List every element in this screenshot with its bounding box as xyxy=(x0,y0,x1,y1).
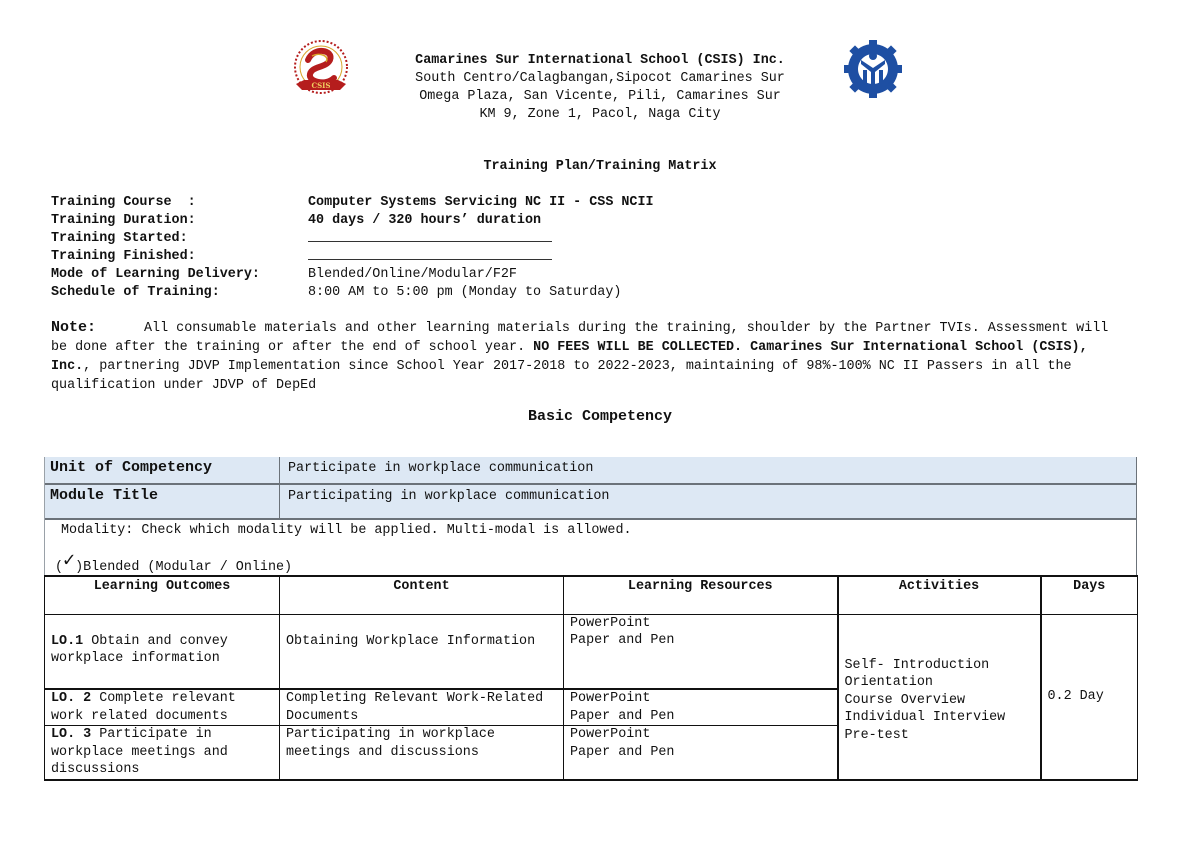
modality-box xyxy=(44,520,1137,576)
started-blank-field[interactable] xyxy=(308,230,552,242)
activity-item: Orientation xyxy=(844,675,933,691)
finished-label: Training Finished: xyxy=(51,249,196,264)
svg-text:CSIS: CSIS xyxy=(311,81,331,90)
lo-cell xyxy=(45,726,280,780)
info-row-course xyxy=(51,194,654,212)
module-label: Module Title xyxy=(45,485,280,518)
competency-table xyxy=(44,575,1138,781)
days-cell: 0.2 Day xyxy=(1041,614,1138,780)
lo-text: Complete relevant work related documents xyxy=(51,691,236,724)
unit-label: Unit of Competency xyxy=(45,457,280,483)
info-row-mode xyxy=(51,266,654,284)
resources-cell xyxy=(564,689,838,726)
duration-value: 40 days / 320 hours’ duration xyxy=(308,213,542,228)
content-cell: Completing Relevant Work-Related Documents xyxy=(280,689,564,726)
lo-number: LO. 3 xyxy=(51,727,92,742)
resource-item: PowerPoint xyxy=(570,691,651,706)
training-info xyxy=(51,194,654,302)
activities-cell xyxy=(838,614,1041,780)
schedule-label: Schedule of Training: xyxy=(51,285,220,300)
lo-cell xyxy=(45,689,280,726)
info-row-schedule xyxy=(51,284,654,302)
resource-item: Paper and Pen xyxy=(570,708,675,724)
started-label: Training Started: xyxy=(51,231,188,246)
address-line-3: KM 9, Zone 1, Pacol, Naga City xyxy=(479,107,721,122)
schedule-value: 8:00 AM to 5:00 pm (Monday to Saturday) xyxy=(308,285,622,300)
tesda-gear-logo xyxy=(842,38,904,100)
header-days: Days xyxy=(1041,576,1138,614)
finished-blank-field[interactable] xyxy=(308,248,552,260)
header-learning-outcomes: Learning Outcomes xyxy=(45,576,280,614)
header-activities: Activities xyxy=(838,576,1041,614)
paren-open: ( xyxy=(55,560,64,575)
duration-label: Training Duration: xyxy=(51,213,196,228)
section-title: Basic Competency xyxy=(527,408,673,425)
school-name: Camarines Sur International School (CSIS) Inc. xyxy=(415,53,785,68)
header-learning-resources: Learning Resources xyxy=(564,576,838,614)
resources-cell xyxy=(564,614,838,689)
header-content: Content xyxy=(280,576,564,614)
table-row xyxy=(45,614,1138,689)
address-line-1: South Centro/Calagbangan,Sipocot Camarines Sur xyxy=(415,71,785,86)
resource-item: Paper and Pen xyxy=(570,744,675,760)
document-title: Training Plan/Training Matrix xyxy=(483,159,717,174)
resources-cell xyxy=(564,726,838,780)
address-line-2: Omega Plaza, San Vicente, Pili, Camarines Sur xyxy=(419,89,781,104)
activity-item: Self- Introduction xyxy=(844,657,990,673)
unit-table xyxy=(44,457,1137,520)
info-row-finished xyxy=(51,248,654,266)
info-row-duration xyxy=(51,212,654,230)
modality-option-label: )Blended (Modular / Online) xyxy=(75,560,293,575)
module-value: Participating in workplace communication xyxy=(288,489,610,504)
content-cell: Obtaining Workplace Information xyxy=(280,614,564,689)
resource-item: PowerPoint xyxy=(570,727,651,742)
course-label: Training Course : xyxy=(51,195,196,210)
lo-number: LO.1 xyxy=(51,633,84,649)
activity-item: Pre-test xyxy=(844,727,909,743)
note-paragraph xyxy=(51,318,1131,395)
modality-instruction: Modality: Check which modality will be applied. Multi-modal is allowed. xyxy=(61,523,632,538)
unit-value: Participate in workplace communication xyxy=(288,461,594,476)
content-cell: Participating in workplace meetings and discussions xyxy=(280,726,564,780)
unit-row xyxy=(45,457,1136,485)
resource-item: Paper and Pen xyxy=(570,633,675,648)
course-value: Computer Systems Servicing NC II - CSS NCII xyxy=(308,195,654,210)
activity-item: Course Overview xyxy=(844,692,966,708)
note-text-1: All consumable materials and other learning materials during the training, shoulder by the Partner TVIs. Assessment will be done after the training or after the end of school year. xyxy=(51,321,1109,355)
lo-cell xyxy=(45,614,280,689)
note-label: Note: xyxy=(51,319,97,336)
mode-value: Blended/Online/Modular/F2F xyxy=(308,267,517,282)
mode-label: Mode of Learning Delivery: xyxy=(51,267,260,282)
checkmark-icon[interactable]: ✓ xyxy=(63,550,76,573)
lo-number: LO. 2 xyxy=(51,691,92,706)
table-header-row xyxy=(45,576,1138,614)
letterhead xyxy=(360,52,840,124)
lo-text: Participate in workplace meetings and discussions xyxy=(51,727,228,777)
modality-option-blended[interactable] xyxy=(55,550,293,576)
resource-item: PowerPoint xyxy=(570,615,651,631)
info-row-started xyxy=(51,230,654,248)
note-bold-text: NO FEES WILL BE COLLECTED. Camarines Sur International School (CSIS), Inc. xyxy=(51,340,1088,374)
note-text-2: , partnering JDVP Implementation since School Year 2017-2018 to 2022-2023, maintaining of 98%-100% NC II Passers in all the qualification under JDVP of DepEd xyxy=(51,359,1072,393)
module-row xyxy=(45,485,1136,520)
activity-item: Individual Interview xyxy=(844,710,1006,726)
lo-text: Obtain and convey workplace information xyxy=(51,633,228,666)
csis-seal-logo xyxy=(290,38,352,100)
